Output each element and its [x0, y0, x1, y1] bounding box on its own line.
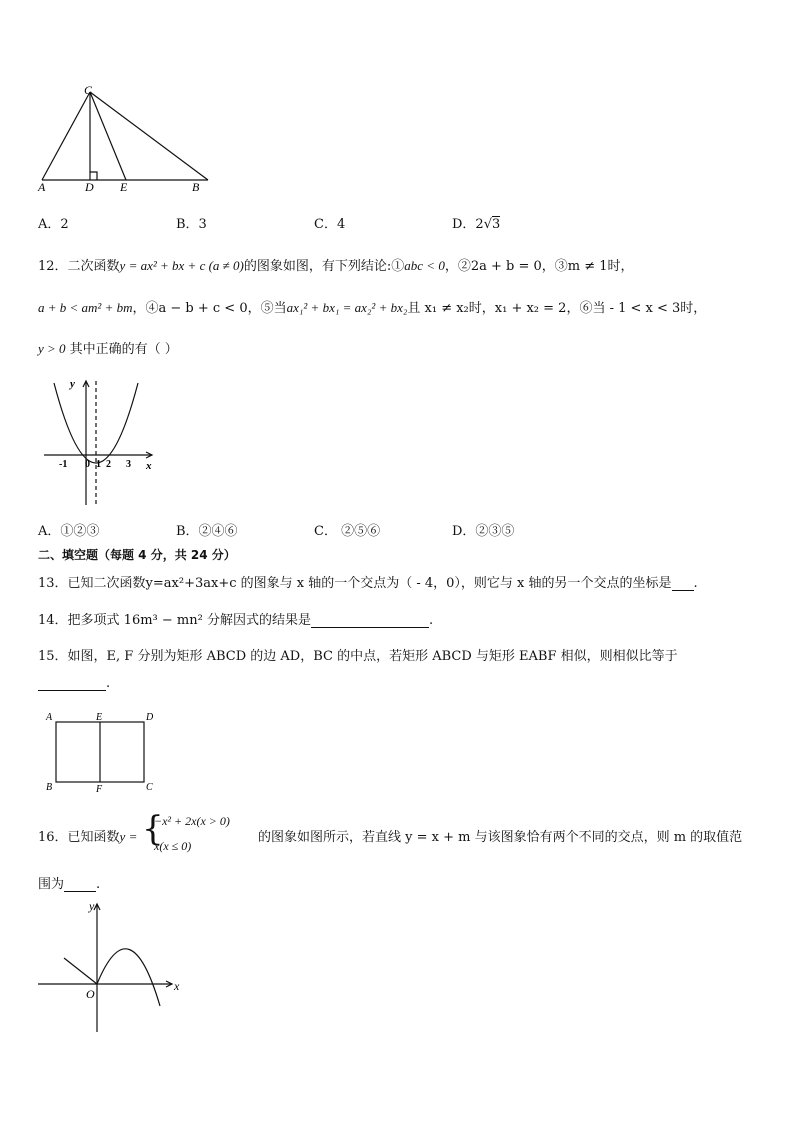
q15-label-F: F: [96, 784, 103, 795]
q16-end: .: [96, 877, 101, 892]
q16-answer-blank[interactable]: [64, 877, 96, 892]
q16-graph-x-label: x: [174, 979, 180, 993]
q11-option-c[interactable]: C．4: [314, 217, 346, 232]
q15-end: .: [106, 676, 111, 691]
q11-option-a[interactable]: A．2: [38, 217, 69, 232]
section-title-fill-in: 二、填空题（每题 4 分，共 24 分）: [38, 548, 236, 562]
q12-tick-2: 2: [106, 459, 111, 470]
q15-line: [38, 645, 678, 664]
q13-answer-blank[interactable]: [672, 576, 694, 591]
q12-tick-neg1: -1: [59, 459, 68, 470]
sqrt-symbol: √: [483, 217, 492, 232]
q14-text: 14．把多项式 16m³ − mn² 分解因式的结果是: [38, 613, 311, 628]
q16-suffix: 的图象如图所示，若直线 y = x + m 与该图象恰有两个不同的交点，则 m 的取值范: [258, 830, 743, 845]
q12-conclusion-2-3: ，②2a + b = 0，③m ≠ 1时，: [444, 259, 634, 274]
q12-option-d[interactable]: D．②③⑤: [452, 524, 515, 539]
q15-text: 15．如图，E, F 分别为矩形 ABCD 的边 AD，BC 的中点，若矩形 ABCD 与矩形 EABF 相似，则相似比等于: [38, 649, 678, 664]
q12-question: 其中正确的有（ ）: [65, 342, 178, 357]
q12-function: y = ax² + bx + c (a ≠ 0): [119, 258, 244, 273]
q11-option-d[interactable]: [452, 213, 500, 232]
q12-graph-x-label: x: [146, 460, 152, 472]
q12-y-positive: y > 0: [38, 341, 66, 356]
q12-option-a[interactable]: A．①②③: [38, 524, 100, 539]
q15-answer-blank[interactable]: [38, 676, 106, 691]
q12-text: 的图象如图，有下列结论:①: [243, 259, 405, 274]
q12-graph-y-label: y: [70, 378, 75, 390]
q13-line: [38, 572, 698, 591]
q15-label-A: A: [46, 712, 53, 723]
q12-number: 12．二次函数: [38, 259, 120, 274]
q16-piece-1: −x² + 2x(x > 0): [154, 814, 230, 828]
q16-graph-origin: O: [86, 987, 95, 1001]
piecewise-brace: {: [142, 809, 164, 849]
q16-line-2: [38, 873, 100, 892]
q12-tick-3: 3: [126, 459, 131, 470]
label-C: C: [84, 83, 93, 97]
q12-tick-0: 0: [85, 459, 90, 470]
label-B: B: [192, 180, 200, 194]
q12-parabola-graph: [40, 375, 160, 510]
q12-line-3: [38, 338, 178, 357]
q15-label-C: C: [146, 782, 153, 793]
label-D: D: [85, 180, 94, 194]
q16-prefix: [38, 826, 137, 845]
q12-option-c[interactable]: C． ②⑤⑥: [314, 524, 381, 539]
q16-range-label: 围为: [38, 877, 65, 892]
q12-tick-1: 1: [96, 459, 101, 470]
label-A: A: [38, 180, 46, 194]
q15-label-E: E: [96, 712, 103, 723]
q12-conclusion-1: abc < 0: [404, 258, 445, 273]
q12-option-b[interactable]: B．②④⑥: [176, 524, 238, 539]
q14-end: .: [428, 613, 434, 628]
q13-end: .: [693, 576, 698, 591]
q14-answer-blank[interactable]: [311, 613, 429, 628]
q16-number: 16．已知函数: [38, 830, 120, 845]
q11-option-b[interactable]: B．3: [176, 217, 207, 232]
q16-graph-y-label: y: [89, 899, 95, 913]
q16-y-eq: y =: [119, 829, 138, 844]
q15-answer-line: [38, 676, 110, 691]
label-E: E: [120, 180, 128, 194]
q15-label-D: D: [146, 712, 154, 723]
q12-conclusion-4: ，④a − b + c < 0，⑤当: [132, 301, 287, 316]
q12-equation: ax₁² + bx₁ = ax₂² + bx₂: [286, 300, 408, 315]
q12-line-1: [38, 255, 634, 274]
q11-option-d-prefix: D．2: [452, 217, 484, 232]
q11-option-d-root: 3: [492, 217, 501, 232]
q12-conclusion-5-6: 且 x₁ ≠ x₂时，x₁ + x₂ = 2，⑥当 - 1 < x < 3时，: [407, 301, 707, 316]
q13-text: 13．已知二次函数y=ax²+3ax+c 的图象与 x 轴的一个交点为（ - 4，0），则它与 x 轴的另一个交点的坐标是: [38, 576, 672, 591]
q12-inequality: a + b < am² + bm: [38, 300, 133, 315]
q15-label-B: B: [46, 782, 53, 793]
q11-triangle-figure: [30, 80, 220, 195]
q16-piecewise-graph: [34, 896, 194, 1036]
q15-rectangle-figure: [40, 708, 165, 796]
q12-line-2: [38, 297, 706, 316]
q14-line: [38, 609, 433, 628]
q16-piece-2: x(x ≤ 0): [154, 839, 192, 853]
